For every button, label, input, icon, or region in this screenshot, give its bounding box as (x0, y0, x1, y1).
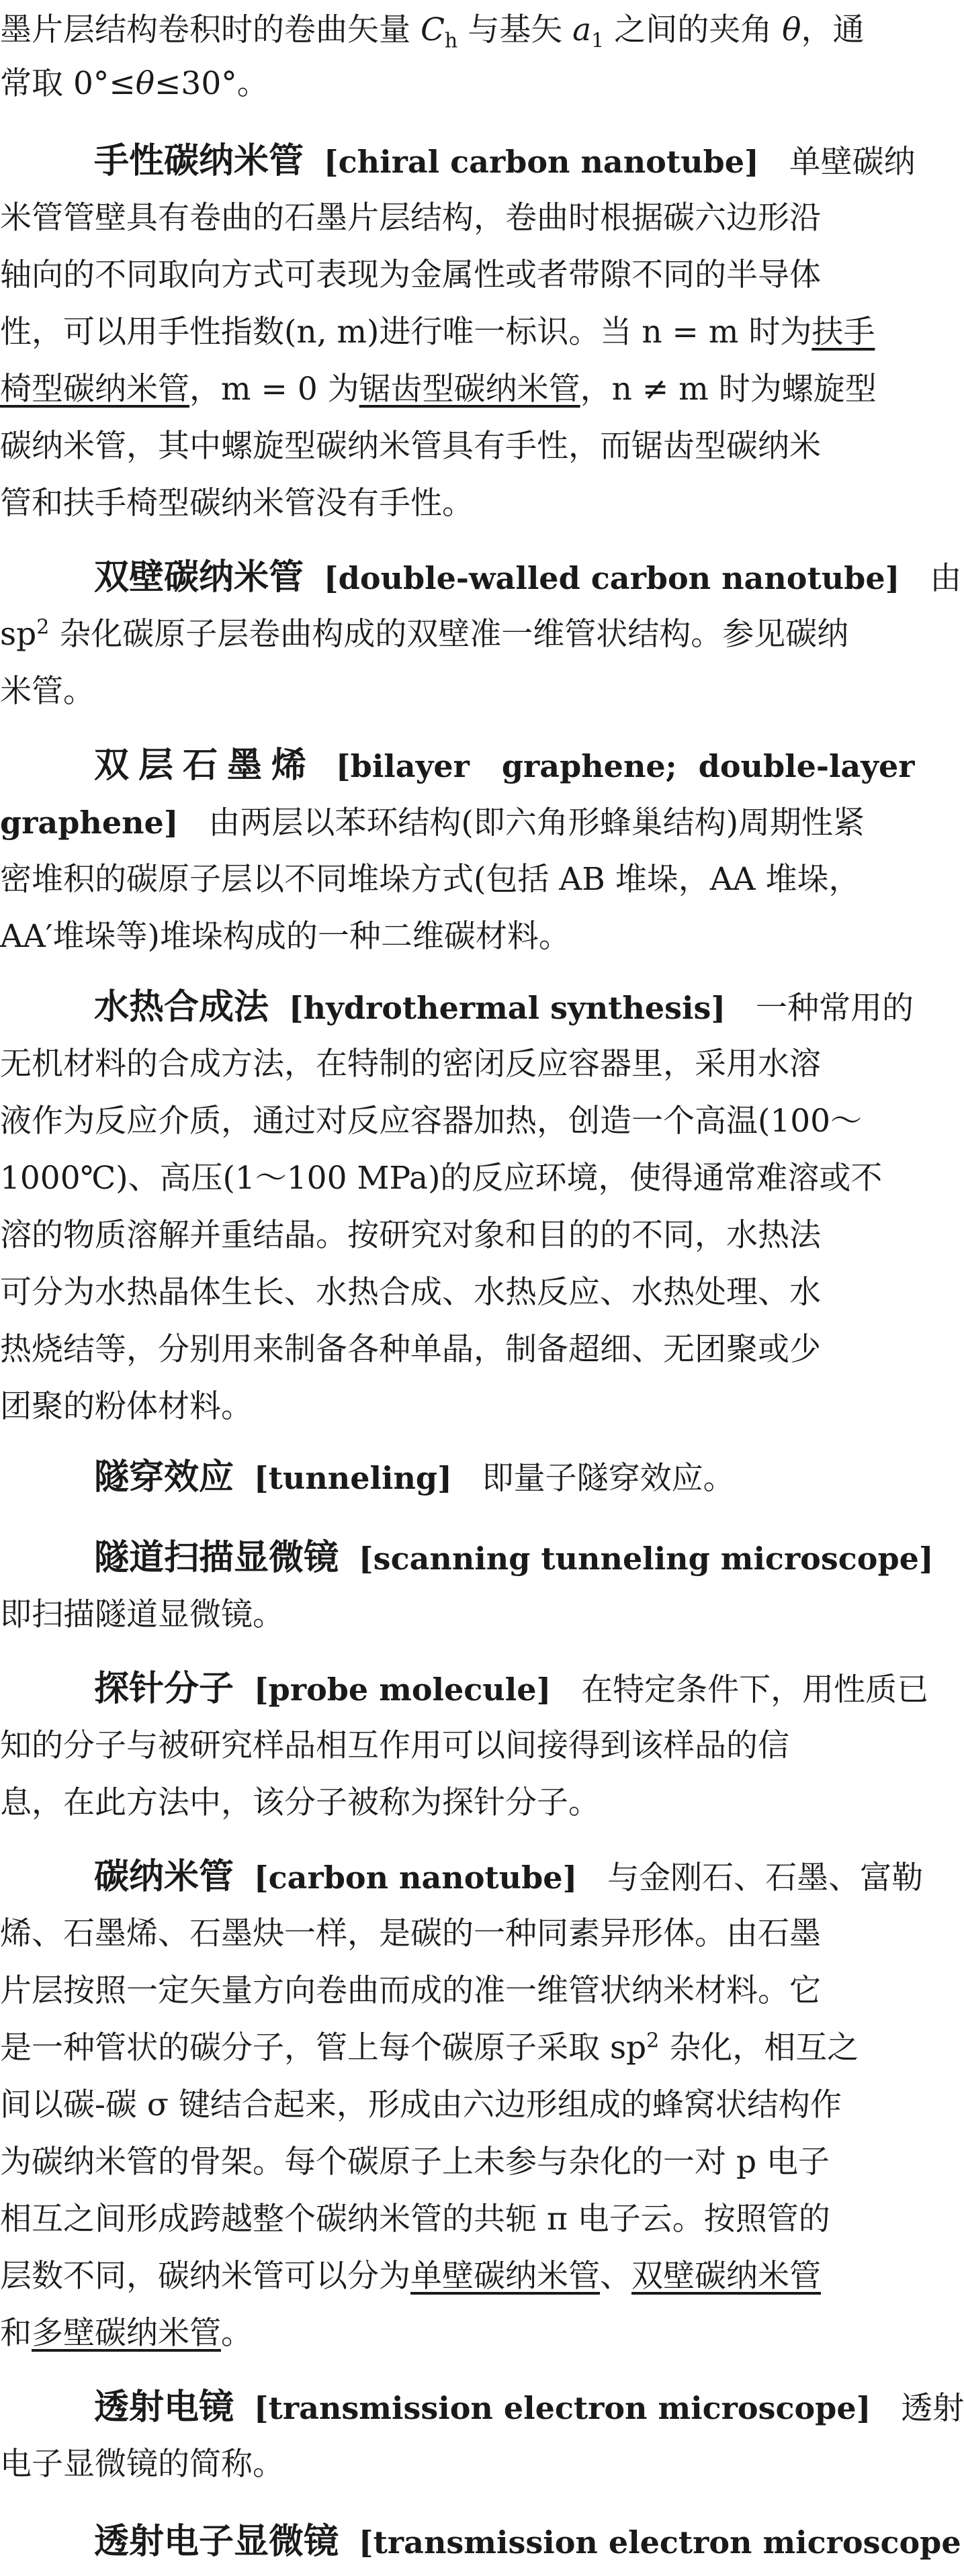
text-line (0, 608, 907, 661)
text-line: 溶的物质溶解并重结晶。按研究对象和目的的不同，水热法 (0, 1217, 821, 1254)
symbol-theta: θ (782, 11, 801, 48)
entry-english: [carbon nanotube] (253, 1859, 578, 1896)
text-line (0, 2021, 907, 2075)
text-line: 知的分子与被研究样品相互作用可以间接得到该样品的信 (0, 1727, 789, 1764)
entry-heading-line (94, 2515, 961, 2569)
text-line: 管和扶手椅型碳纳米管没有手性。 (0, 485, 474, 522)
superscript: 2 (36, 615, 50, 639)
text-run: 即量子隧穿效应。 (482, 1460, 735, 1497)
text-line: 1000℃)、高压(1～100 MPa)的反应环境，使得通常难溶或不 (0, 1160, 883, 1197)
text-line: 烯、石墨烯、石墨炔一样，是碳的一种同素异形体。由石墨 (0, 1915, 821, 1952)
entry-heading-line (94, 980, 914, 1034)
text-line: AA′堆垛等)堆垛构成的一种二维碳材料。 (0, 918, 570, 955)
text-run: 杂化，相互之 (659, 2029, 859, 2066)
text-run: 由 (930, 560, 962, 597)
text-run: ≤30°。 (155, 65, 269, 102)
xref-single-walled-nanotube[interactable]: 单壁碳纳米管 (410, 2258, 600, 2295)
entry-english: [double-walled carbon nanotube] (323, 560, 900, 596)
text-run: ，n ≠ m 时为螺旋型 (580, 371, 877, 408)
text-run: 杂化碳原子层卷曲构成的双壁准一维管状结构。参见碳纳 (49, 616, 849, 653)
text-line: 轴向的不同取向方式可表现为金属性或者带隙不同的半导体 (0, 257, 821, 293)
text-line (0, 2250, 907, 2303)
entry-term: 隧道扫描显微镜 (94, 1538, 339, 1578)
subscript: 1 (591, 29, 605, 53)
entry-term: 水热合成法 (94, 987, 269, 1027)
symbol-c: C (420, 11, 445, 48)
text-line (0, 57, 907, 111)
entry-english: [bilayer graphene; double-layer (335, 748, 915, 784)
text-line (0, 796, 907, 849)
entry-term: 透射电镜 (94, 2387, 234, 2428)
text-line: 米管。 (0, 673, 95, 710)
entry-term: 探针分子 (94, 1669, 234, 1709)
text-line (0, 306, 907, 359)
entry-term: 隧穿效应 (94, 1457, 234, 1498)
entry-heading-line (94, 551, 962, 604)
entry-english: [transmission electron microscope (358, 2524, 961, 2561)
text-line: 为碳纳米管的骨架。每个碳原子上未参与杂化的一对 p 电子 (0, 2144, 830, 2180)
entry-term: 碳纳米管 (94, 1857, 234, 1897)
text-line: 碳纳米管，其中螺旋型碳纳米管具有手性，而锯齿型碳纳米 (0, 428, 821, 465)
text-run: 常取 0°≤ (0, 65, 136, 102)
entry-english: [tunneling] (253, 1460, 452, 1496)
symbol-a: a (572, 11, 592, 48)
xref-double-walled-nanotube[interactable]: 双壁碳纳米管 (631, 2258, 821, 2295)
xref-armchair-nanotube[interactable]: 椅型碳纳米管 (0, 371, 189, 408)
text-line: 密堆积的碳原子层以不同堆垛方式(包括 AB 堆垛，AA 堆垛， (0, 861, 861, 898)
text-run: 墨片层结构卷积时的卷曲矢量 (0, 11, 421, 48)
entry-heading-line (94, 2381, 964, 2434)
text-line (0, 2307, 907, 2360)
xref-zigzag-nanotube[interactable]: 锯齿型碳纳米管 (359, 371, 580, 408)
entry-term: 透射电子显微镜 (94, 2522, 339, 2562)
text-run: 由两层以苯环结构(即六角形蜂巢结构)周期性紧 (208, 804, 865, 841)
superscript: 2 (646, 2029, 660, 2053)
text-run: 。 (221, 2315, 253, 2352)
text-run: 层数不同，碳纳米管可以分为 (0, 2258, 410, 2295)
entry-heading-line (94, 739, 915, 792)
subscript: h (444, 29, 458, 53)
entry-english: [transmission electron microscope] (253, 2390, 871, 2426)
text-run: 和 (0, 2315, 32, 2352)
text-line: 米管管壁具有卷曲的石墨片层结构，卷曲时根据碳六边形沿 (0, 199, 821, 236)
text-line: 无机材料的合成方法，在特制的密闭反应容器里，采用水溶 (0, 1046, 821, 1083)
text-run: 与金刚石、石墨、富勒 (607, 1859, 924, 1896)
entry-term: 双壁碳纳米管 (94, 557, 304, 598)
text-line: 间以碳-碳 σ 键结合起来，形成由六边形组成的蜂窝状结构作 (0, 2086, 842, 2123)
text-line: 可分为水热晶体生长、水热合成、水热反应、水热处理、水 (0, 1274, 821, 1311)
text-line: 液作为反应介质，通过对反应容器加热，创造一个高温(100～ (0, 1103, 863, 1140)
text-run: ，m = 0 为 (189, 371, 359, 408)
text-run: ，通 (801, 11, 865, 48)
text-run: sp (0, 616, 37, 653)
entry-english: [chiral carbon nanotube] (323, 144, 759, 180)
entry-heading-line (94, 1531, 934, 1585)
text-run: 性，可以用手性指数(n, m)进行唯一标识。当 n = m 时为 (0, 314, 812, 351)
entry-english: [hydrothermal synthesis] (288, 990, 726, 1026)
xref-armchair-nanotube[interactable]: 扶手 (812, 314, 875, 351)
text-line: 团聚的粉体材料。 (0, 1388, 253, 1425)
entry-english: [probe molecule] (253, 1671, 552, 1708)
text-run: 一种常用的 (755, 990, 914, 1027)
text-line: 电子显微镜的简称。 (0, 2446, 284, 2483)
xref-multi-walled-nanotube[interactable]: 多壁碳纳米管 (32, 2315, 221, 2352)
entry-heading-line (94, 1451, 907, 1504)
entry-heading-line (94, 1850, 924, 1904)
text-run: 与基矢 (457, 11, 573, 48)
text-line: 即扫描隧道显微镜。 (0, 1596, 284, 1633)
text-run: 是一种管状的碳分子，管上每个碳原子采取 sp (0, 2029, 647, 2066)
entry-heading-line (94, 1662, 929, 1716)
entry-english-cont: graphene] (0, 804, 179, 841)
text-line: 片层按照一定矢量方向卷曲而成的准一维管状纳米材料。它 (0, 1972, 821, 2009)
text-line: 息，在此方法中，该分子被称为探针分子。 (0, 1784, 600, 1821)
entry-term: 手性碳纳米管 (94, 141, 304, 181)
text-run: 、 (600, 2258, 631, 2295)
text-run: 单壁碳纳 (789, 144, 916, 181)
text-run: 透射 (901, 2390, 964, 2427)
text-run: 之间的夹角 (604, 11, 783, 48)
entry-term: 双层石墨烯 (94, 745, 316, 786)
entry-english: [scanning tunneling microscope] (358, 1540, 934, 1577)
entry-heading-line (94, 134, 916, 188)
symbol-theta: θ (135, 65, 155, 102)
text-line (0, 363, 907, 416)
text-line: 热烧结等，分别用来制备各种单晶，制备超细、无团聚或少 (0, 1331, 821, 1368)
text-run: 在特定条件下，用性质已 (581, 1671, 929, 1708)
text-line: 相互之间形成跨越整个碳纳米管的共轭 π 电子云。按照管的 (0, 2201, 830, 2238)
text-line (0, 3, 907, 57)
